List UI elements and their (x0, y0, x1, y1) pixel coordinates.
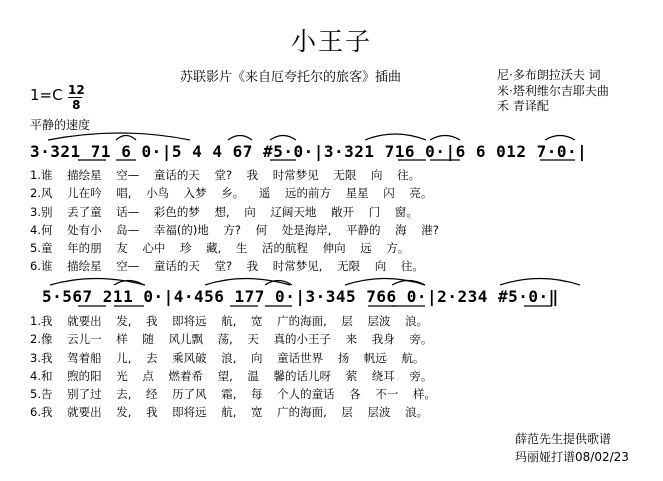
translator-credit: 禾 青译配 (497, 99, 549, 113)
verse-line: 6.谁 描绘星 空— 童话的天 堂? 我 时常梦见, 无限 向 往。 (30, 259, 424, 273)
slur-mark (345, 279, 425, 286)
tempo-marking: 平静的速度 (30, 118, 91, 132)
verse-line: 4.何 处有小 岛— 幸福(的)地 方? 何 处是海岸, 平静的 海 港? (30, 223, 439, 237)
verse-line: 3.我 驾着船 儿, 去 乘风破 浪, 向 童话世界 扬 帆远 航。 (30, 351, 425, 365)
verse-line: 5.告 别了过 去, 经 历了风 霜, 每 个人的童话 各 不一 样。 (30, 387, 437, 401)
song-title: 小王子 (290, 27, 372, 56)
verse-line: 3.别 丢了童 话— 彩色的梦 想, 向 辽阔天地 敞开 门 窗。 (30, 205, 418, 219)
verse-line: 2.像 云儿一 样 随 风儿飘 荡, 天 真的小王子 来 我身 旁。 (30, 332, 433, 346)
verse-line: 2.风 儿在吟 唱, 小鸟 入梦 乡。 遥 远的前方 星星 闪 亮。 (30, 186, 433, 200)
score-line-1: 3·321 71 6 0·|5 4 4 67 #5·0·|3·321 716 0·|6 6 012 7·0·| (30, 142, 588, 161)
score-line-2: 5·567 211 0·|4·456 177 0·|3·345 766 0·|2·234 #5·0·‖ (42, 287, 559, 306)
verse-line: 5.童 年的朋 友 心中 珍 藏, 生 活的航程 伸向 远 方。 (30, 241, 410, 255)
verse-line: 1.我 就要出 发, 我 即将远 航, 宽 广的海面, 层 层波 浪。 (30, 314, 429, 328)
slur-mark (430, 136, 460, 141)
time-bottom: 8 (72, 98, 81, 112)
lyricist-credit: 尼·多布朗拉沃夫 词 (497, 68, 601, 82)
slur-mark (270, 136, 296, 141)
provider-credit: 薛范先生提供歌谱 (515, 432, 612, 446)
key-label: 1=C (30, 86, 63, 104)
slur-mark (48, 133, 190, 140)
slur-mark (365, 134, 426, 140)
slur-mark (50, 279, 145, 286)
slur-mark (500, 279, 580, 286)
song-subtitle: 苏联影片《来自厄夸托尔的旅客》插曲 (180, 70, 402, 85)
verse-line: 1.谁 描绘星 空— 童话的天 堂? 我 时常梦见 无限 向 往。 (30, 168, 421, 182)
typist-credit: 玛丽娅打谱08/02/23 (515, 450, 629, 464)
slur-mark (116, 136, 136, 141)
slur-mark (545, 136, 575, 141)
verse-line: 6.我 就要出 发, 我 即将远 航, 宽 广的海面, 层 层波 浪。 (30, 405, 429, 419)
composer-credit: 米·塔利维尔吉耶夫曲 (497, 84, 609, 98)
time-top: 12 (68, 83, 85, 97)
slur-mark (205, 279, 290, 286)
slur-mark (228, 136, 252, 141)
verse-line: 4.和 煦的阳 光 点 燃着希 望, 温 馨的话儿呀 萦 绕耳 旁。 (30, 369, 433, 383)
